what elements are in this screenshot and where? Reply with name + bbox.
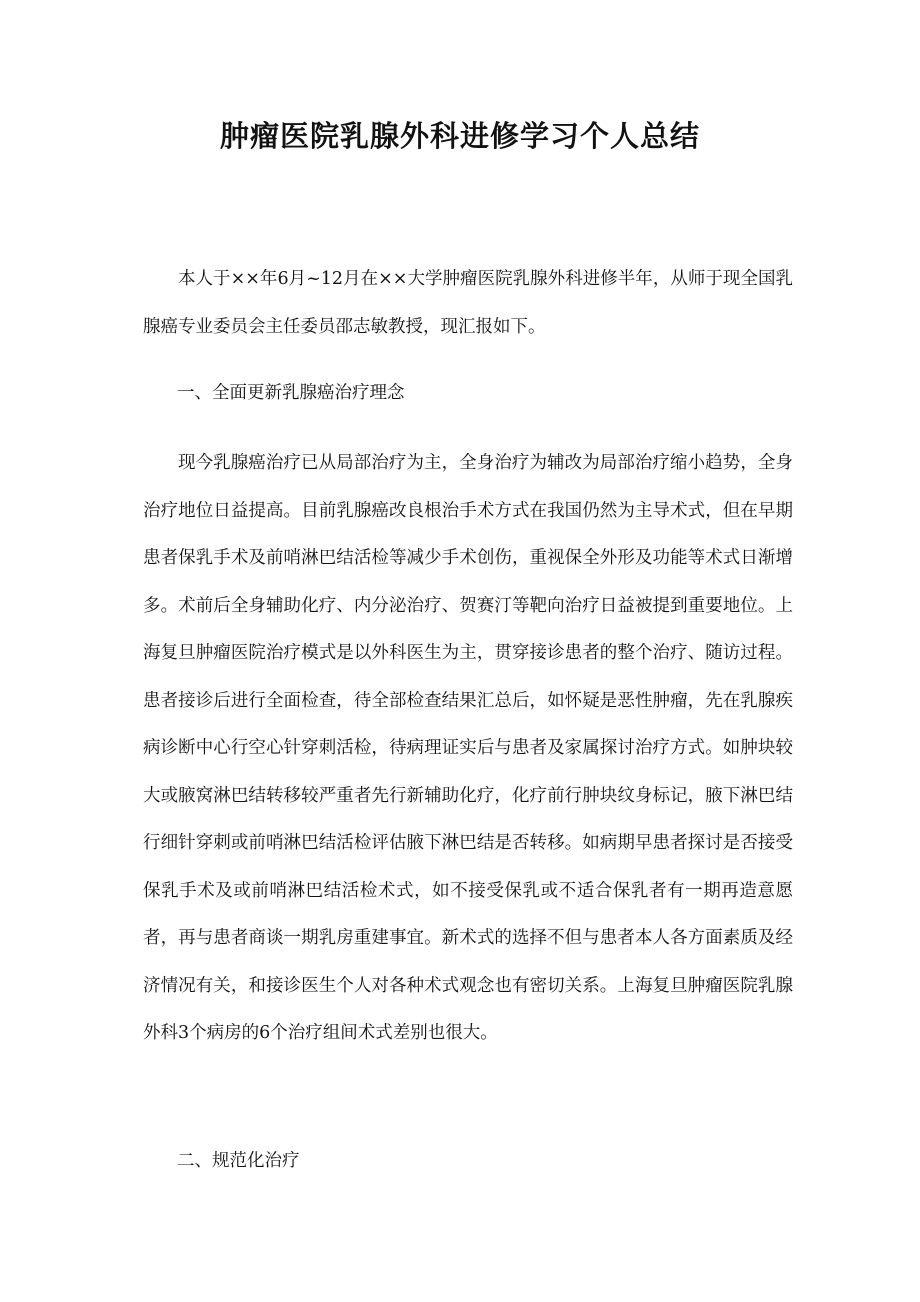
section-heading-1: 一、全面更新乳腺癌治疗理念	[177, 383, 405, 403]
intro-paragraph: 本人于××年6月~12月在××大学肿瘤医院乳腺外科进修半年，从师于现全国乳腺癌专业委员会主任委员邵志敏教授，现汇报如下。	[143, 269, 793, 337]
section-1-body-paragraph: 现今乳腺癌治疗已从局部治疗为主，全身治疗为辅改为局部治疗缩小趋势，全身治疗地位日益提高。目前乳腺癌改良根治手术方式在我国仍然为主导术式，但在早期患者保乳手术及前哨淋巴结活检等减少手术创伤，重视保全外形及功能等术式日渐增多。术前后全身辅助化疗、内分泌治疗、贺赛汀等靶向治疗日益被提到重要地位。上海复旦肿瘤医院治疗模式是以外科医生为主，贯穿接诊患者的整个治疗、随访过程。患者接诊后进行全面检查，待全部检查结果汇总后，如怀疑是恶性肿瘤，先在乳腺疾病诊断中心行空心针穿刺活检，待病理证实后与患者及家属探讨治疗方式。如肿块较大或腋窝淋巴结转移较严重者先行新辅助化疗，化疗前行肿块纹身标记，腋下淋巴结行细针穿刺或前哨淋巴结活检评估腋下淋巴结是否转移。如病期早患者探讨是否接受保乳手术及或前哨淋巴结活检术式，如不接受保乳或不适合保乳者有一期再造意愿者，再与患者商谈一期乳房重建事宜。新术式的选择不但与患者本人各方面素质及经济情况有关，和接诊医生个人对各种术式观念也有密切关系。上海复旦肿瘤医院乳腺外科3个病房的6个治疗组间术式差别也很大。	[143, 453, 793, 1043]
section-heading-2: 二、规范化治疗	[177, 1151, 300, 1171]
document-title: 肿瘤医院乳腺外科进修学习个人总结	[219, 119, 700, 153]
